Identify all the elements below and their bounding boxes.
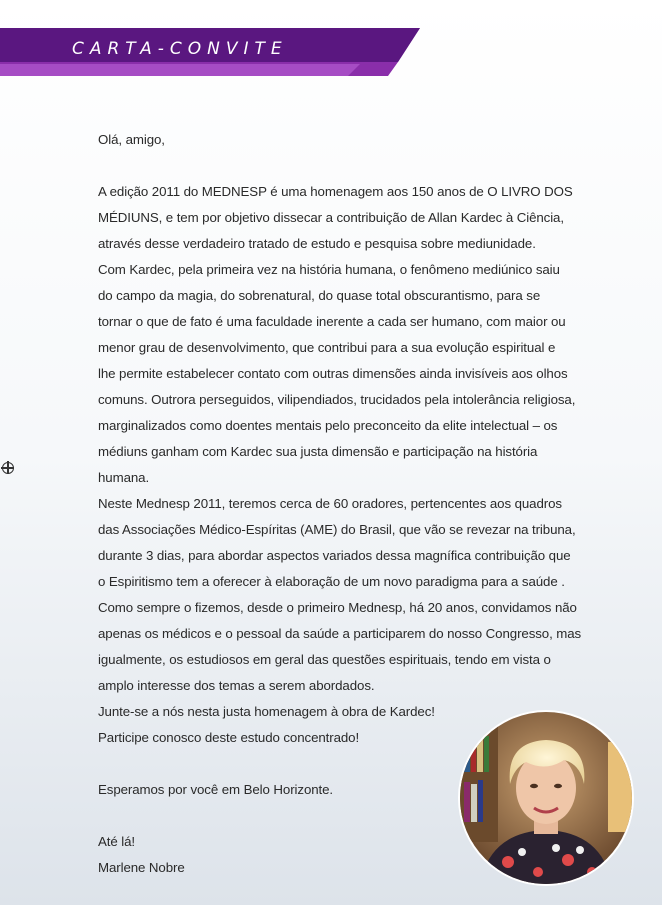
- letter-line: amplo interesse dos temas a serem abordados.: [98, 678, 375, 693]
- letter-line: lhe permite estabelecer contato com outras dimensões ainda invisíveis aos olhos: [98, 366, 568, 381]
- header-banner: [0, 28, 420, 78]
- letter-line: humana.: [98, 470, 150, 485]
- letter-line: comuns. Outrora perseguidos, vilipendiados, trucidados pela intolerância religiosa,: [98, 392, 576, 407]
- letter-line: igualmente, os estudiosos em geral das questões espirituais, tendo em vista o: [98, 652, 551, 667]
- letter-line: do campo da magia, do sobrenatural, do quase total obscurantismo, para se: [98, 288, 541, 303]
- letter-line: Marlene Nobre: [98, 860, 185, 875]
- registration-mark-icon: [2, 462, 14, 474]
- letter-line: médiuns ganham com Kardec sua justa dimensão e participação na história: [98, 444, 538, 459]
- letter-line: Como sempre o fizemos, desde o primeiro Mednesp, há 20 anos, convidamos não: [98, 600, 577, 615]
- letter-line: menor grau de desenvolvimento, que contribui para a sua evolução espiritual e: [98, 340, 556, 355]
- blank-line: [98, 153, 638, 179]
- letter-line: marginalizados como doentes mentais pelo preconceito da elite intelectual – os: [98, 418, 558, 433]
- letter-line: durante 3 dias, para abordar aspectos variados dessa magnífica contribuição que: [98, 548, 571, 563]
- author-portrait: [460, 712, 632, 884]
- portrait-image: [460, 712, 632, 884]
- letter-line: A edição 2011 do MEDNESP é uma homenagem aos 150 anos de O LIVRO DOS: [98, 184, 573, 199]
- letter-line: Com Kardec, pela primeira vez na história humana, o fenômeno mediúnico saiu: [98, 262, 560, 277]
- letter-line: das Associações Médico-Espíritas (AME) do Brasil, que vão se revezar na tribuna,: [98, 522, 576, 537]
- banner-title: CARTA-CONVITE: [72, 39, 288, 59]
- letter-line: apenas os médicos e o pessoal da saúde a participarem do nosso Congresso, mas: [98, 626, 582, 641]
- letter-line: Olá, amigo,: [98, 132, 165, 147]
- letter-line: Esperamos por você em Belo Horizonte.: [98, 782, 334, 797]
- letter-line: através desse verdadeiro tratado de estudo e pesquisa sobre mediunidade.: [98, 236, 536, 251]
- letter-line: o Espiritismo tem a oferecer à elaboração de um novo paradigma para a saúde .: [98, 574, 565, 589]
- letter-line: MÉDIUNS, e tem por objetivo dissecar a contribuição de Allan Kardec à Ciência,: [98, 210, 564, 225]
- letter-line: tornar o que de fato é uma faculdade inerente a cada ser humano, com maior ou: [98, 314, 566, 329]
- letter-line: Junte-se a nós nesta justa homenagem à obra de Kardec!: [98, 704, 435, 719]
- letter-line: Neste Mednesp 2011, teremos cerca de 60 oradores, pertencentes aos quadros: [98, 496, 562, 511]
- letter-line: Participe conosco deste estudo concentrado!: [98, 730, 360, 745]
- letter-line: Até lá!: [98, 834, 135, 849]
